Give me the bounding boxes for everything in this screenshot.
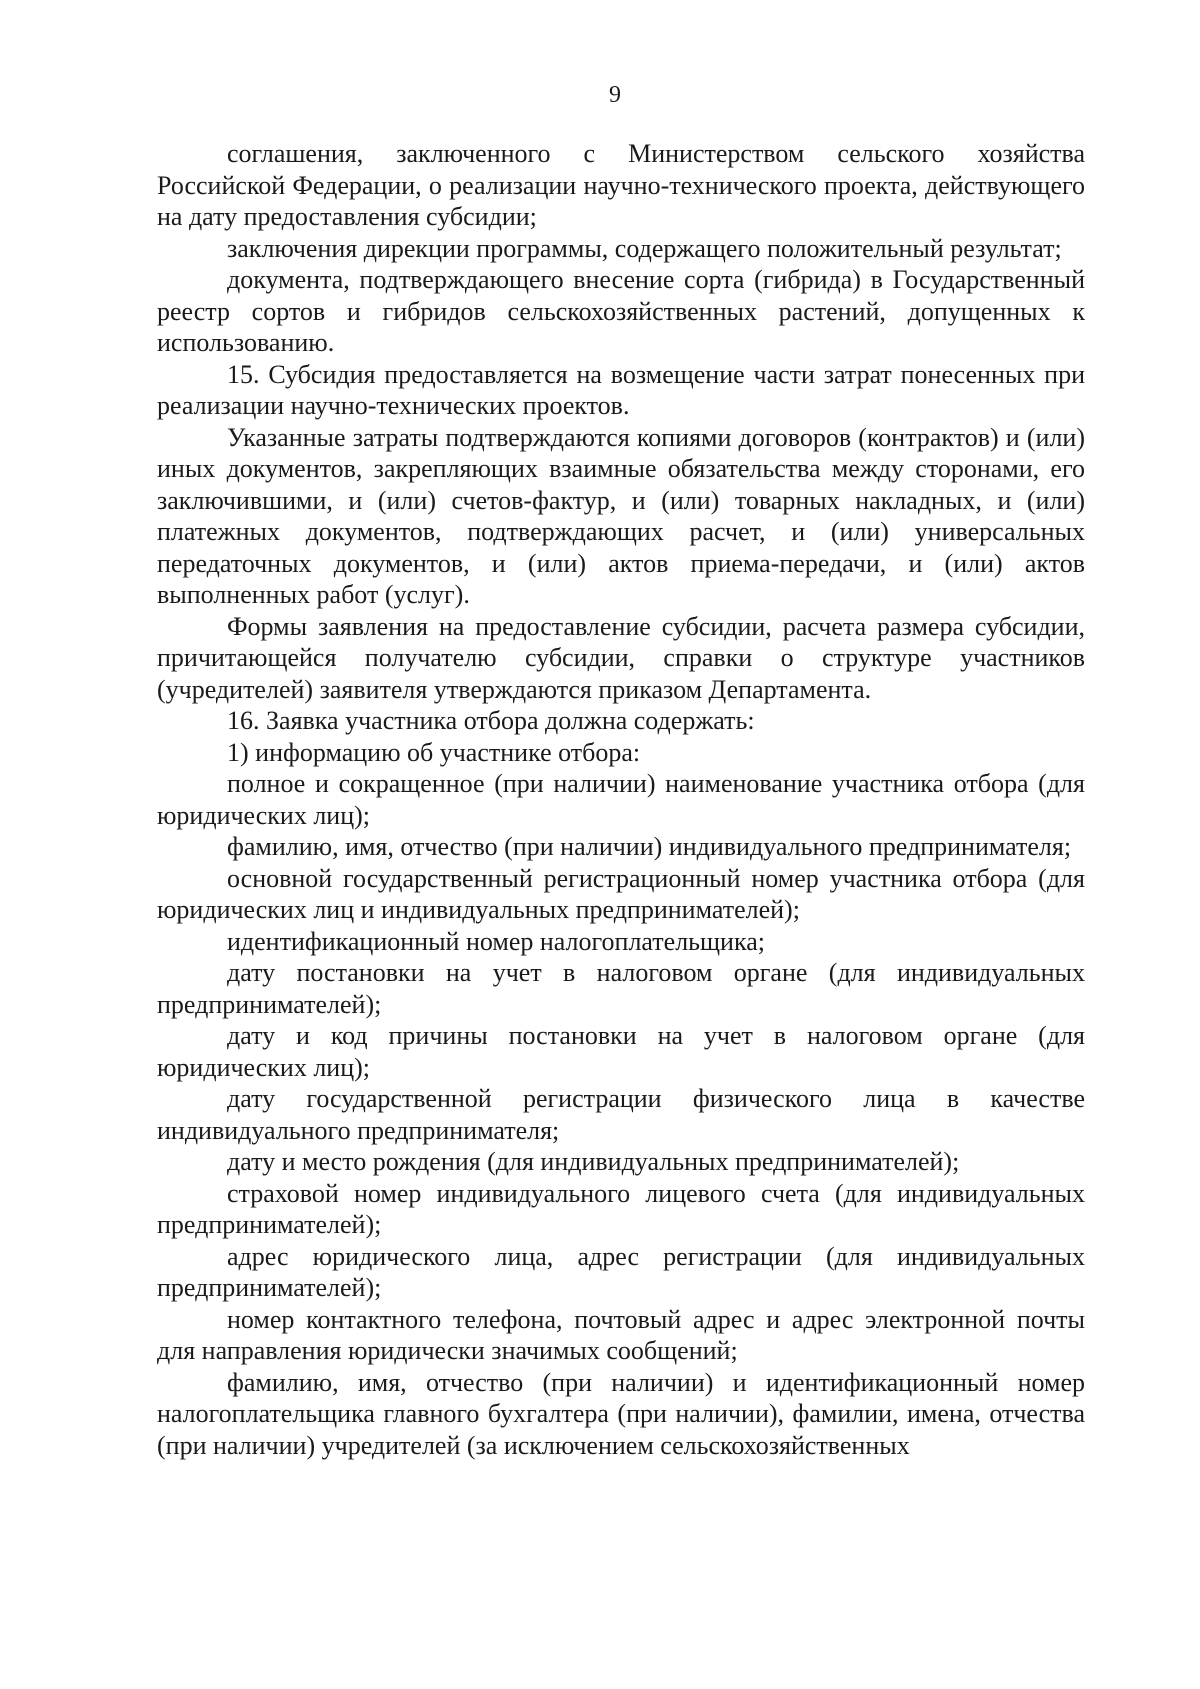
paragraph-item-15: 15. Субсидия предоставляется на возмещение части затрат понесенных при реализации научно-технических проектов. xyxy=(157,359,1085,420)
paragraph-address: адрес юридического лица, адрес регистрации (для индивидуальных предпринимателей); xyxy=(157,1241,1085,1302)
paragraph-ogrn: основной государственный регистрационный номер участника отбора (для юридических лиц и индивидуальных предпринимателей); xyxy=(157,863,1085,924)
paragraph-state-registration-date: дату государственной регистрации физического лица в качестве индивидуального предпринимателя; xyxy=(157,1084,1085,1145)
paragraph-chief-accountant: фамилию, имя, отчество (при наличии) и идентификационный номер налогоплательщика главного бухгалтера (при наличии), фамилии, имена, отчества (при наличии) учредителей (за исключением сельскохозяйственных xyxy=(157,1367,1085,1460)
paragraph-contacts: номер контактного телефона, почтовый адрес и адрес электронной почты для направления юридически значимых сообщений; xyxy=(157,1304,1085,1365)
paragraph-kpp: дату и код причины постановки на учет в налоговом органе (для юридических лиц); xyxy=(157,1021,1085,1082)
document-body xyxy=(157,138,1085,1461)
paragraph-snils: страховой номер индивидуального лицевого счета (для индивидуальных предпринимателей); xyxy=(157,1178,1085,1239)
paragraph-directorate-conclusion: заключения дирекции программы, содержащего положительный результат; xyxy=(227,233,1062,263)
paragraph-item-16: 16. Заявка участника отбора должна содержать: xyxy=(227,706,755,735)
paragraph-participant-info: 1) информацию об участнике отбора: xyxy=(227,737,641,767)
paragraph-variety-register: документа, подтверждающего внесение сорта (гибрида) в Государственный реестр сортов и гибридов сельскохозяйственных растений, допущенных к использованию. xyxy=(157,265,1085,357)
paragraph-inn: идентификационный номер налогоплательщика; xyxy=(227,926,765,956)
page-number: 9 xyxy=(609,82,621,108)
paragraph-tax-registration-date: дату постановки на учет в налоговом органе (для индивидуальных предпринимателей); xyxy=(157,958,1085,1019)
paragraph-entrepreneur-name: фамилию, имя, отчество (при наличии) индивидуального предпринимателя; xyxy=(227,832,1072,861)
paragraph-full-name: полное и сокращенное (при наличии) наименование участника отбора (для юридических лиц); xyxy=(157,769,1085,830)
paragraph-agreement: соглашения, заключенного с Министерством сельского хозяйства Российской Федерации, о реализации научно-технического проекта, действующего на дату предоставления субсидии; xyxy=(157,139,1085,231)
paragraph-forms: Формы заявления на предоставление субсидии, расчета размера субсидии, причитающейся получателю субсидии, справки о структуре участников (учредителей) заявителя утверждаются приказом Департамента. xyxy=(157,611,1085,704)
paragraph-birth-info: дату и место рождения (для индивидуальных предпринимателей); xyxy=(227,1147,960,1176)
paragraph-costs-confirmation: Указанные затраты подтверждаются копиями договоров (контрактов) и (или) иных документов, закрепляющих взаимные обязательства между сторонами, его заключившими, и (или) счетов-фактур, и (или) товарных накладных, и (или) платежных документов, подтверждающих расчет, и (или) универсальных передаточных документов, и (или) актов приема-передачи, и (или) актов выполненных работ (услуг). xyxy=(157,422,1085,609)
